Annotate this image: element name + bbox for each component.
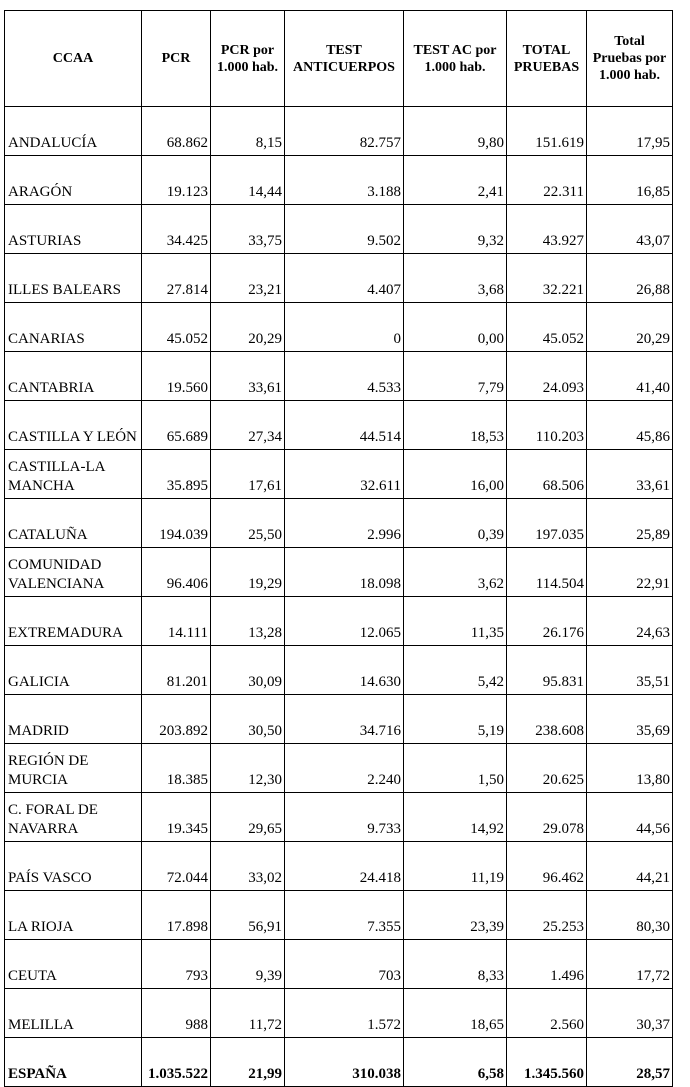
cell-antibody-per-1000: 14,92 xyxy=(404,793,507,842)
header-antibody-tests: TEST ANTICUERPOS xyxy=(285,11,404,107)
header-antibody-per-1000: TEST AC por 1.000 hab. xyxy=(404,11,507,107)
cell-antibody-per-1000: 9,80 xyxy=(404,107,507,156)
table-row xyxy=(5,450,673,499)
cell-pcr: 96.406 xyxy=(142,548,211,597)
header-pcr-per-1000: PCR por 1.000 hab. xyxy=(211,11,285,107)
table-row xyxy=(5,646,673,695)
table-row xyxy=(5,597,673,646)
cell-pcr-per-1000: 20,29 xyxy=(211,303,285,352)
cell-pcr: 72.044 xyxy=(142,842,211,891)
cell-total-per-1000: 17,95 xyxy=(587,107,673,156)
cell-total-tests: 32.221 xyxy=(507,254,587,303)
cell-total-per-1000: 35,69 xyxy=(587,695,673,744)
table-row xyxy=(5,793,673,842)
cell-antibody-per-1000: 8,33 xyxy=(404,940,507,989)
cell-total-per-1000: 44,56 xyxy=(587,793,673,842)
cell-pcr-per-1000: 9,39 xyxy=(211,940,285,989)
cell-total-per-1000: 80,30 xyxy=(587,891,673,940)
cell-antibody-tests: 4.533 xyxy=(285,352,404,401)
cell-antibody-per-1000: 2,41 xyxy=(404,156,507,205)
header-row xyxy=(5,11,673,107)
cell-antibody-tests: 7.355 xyxy=(285,891,404,940)
cell-antibody-tests: 18.098 xyxy=(285,548,404,597)
cell-antibody-per-1000: 5,19 xyxy=(404,695,507,744)
cell-pcr: 27.814 xyxy=(142,254,211,303)
cell-region-name: ASTURIAS xyxy=(5,205,142,254)
cell-pcr: 68.862 xyxy=(142,107,211,156)
cell-antibody-tests: 310.038 xyxy=(285,1038,404,1087)
cell-total-tests: 238.608 xyxy=(507,695,587,744)
cell-total-tests: 29.078 xyxy=(507,793,587,842)
header-total-tests: TOTAL PRUEBAS xyxy=(507,11,587,107)
cell-region-name: ILLES BALEARS xyxy=(5,254,142,303)
cell-antibody-per-1000: 11,19 xyxy=(404,842,507,891)
cell-region-name: COMUNIDAD VALENCIANA xyxy=(5,548,142,597)
cell-antibody-per-1000: 7,79 xyxy=(404,352,507,401)
cell-total-per-1000: 26,88 xyxy=(587,254,673,303)
cell-antibody-tests: 2.996 xyxy=(285,499,404,548)
cell-total-tests: 114.504 xyxy=(507,548,587,597)
table-row xyxy=(5,499,673,548)
cell-pcr: 14.111 xyxy=(142,597,211,646)
cell-pcr: 203.892 xyxy=(142,695,211,744)
cell-antibody-per-1000: 18,65 xyxy=(404,989,507,1038)
cell-total-per-1000: 45,86 xyxy=(587,401,673,450)
cell-antibody-per-1000: 6,58 xyxy=(404,1038,507,1087)
cell-antibody-per-1000: 18,53 xyxy=(404,401,507,450)
cell-pcr-per-1000: 33,02 xyxy=(211,842,285,891)
table-row xyxy=(5,744,673,793)
cell-total-per-1000: 22,91 xyxy=(587,548,673,597)
cell-total-per-1000: 41,40 xyxy=(587,352,673,401)
cell-pcr: 194.039 xyxy=(142,499,211,548)
cell-region-name: ANDALUCÍA xyxy=(5,107,142,156)
cell-pcr-per-1000: 33,61 xyxy=(211,352,285,401)
cell-total-per-1000: 30,37 xyxy=(587,989,673,1038)
cell-antibody-tests: 34.716 xyxy=(285,695,404,744)
cell-pcr: 34.425 xyxy=(142,205,211,254)
cell-antibody-per-1000: 11,35 xyxy=(404,597,507,646)
cell-antibody-per-1000: 5,42 xyxy=(404,646,507,695)
cell-region-name: CANARIAS xyxy=(5,303,142,352)
total-row xyxy=(5,1038,673,1087)
cell-region-name: ARAGÓN xyxy=(5,156,142,205)
cell-antibody-per-1000: 3,62 xyxy=(404,548,507,597)
cell-total-tests: 95.831 xyxy=(507,646,587,695)
cell-total-tests: 22.311 xyxy=(507,156,587,205)
header-total-per-1000: Total Pruebas por 1.000 hab. xyxy=(587,11,673,107)
cell-pcr: 1.035.522 xyxy=(142,1038,211,1087)
cell-antibody-tests: 9.502 xyxy=(285,205,404,254)
cell-total-tests: 1.496 xyxy=(507,940,587,989)
table-row xyxy=(5,940,673,989)
cell-antibody-tests: 14.630 xyxy=(285,646,404,695)
cell-antibody-per-1000: 0,00 xyxy=(404,303,507,352)
table-row xyxy=(5,891,673,940)
cell-pcr-per-1000: 19,29 xyxy=(211,548,285,597)
cell-region-name: REGIÓN DE MURCIA xyxy=(5,744,142,793)
cell-pcr-per-1000: 8,15 xyxy=(211,107,285,156)
cell-pcr: 45.052 xyxy=(142,303,211,352)
cell-antibody-tests: 24.418 xyxy=(285,842,404,891)
cell-pcr-per-1000: 11,72 xyxy=(211,989,285,1038)
header-pcr: PCR xyxy=(142,11,211,107)
cell-pcr-per-1000: 29,65 xyxy=(211,793,285,842)
cell-total-per-1000: 33,61 xyxy=(587,450,673,499)
cell-pcr-per-1000: 21,99 xyxy=(211,1038,285,1087)
table-row xyxy=(5,352,673,401)
cell-pcr-per-1000: 17,61 xyxy=(211,450,285,499)
cell-antibody-per-1000: 0,39 xyxy=(404,499,507,548)
cell-region-name: CANTABRIA xyxy=(5,352,142,401)
cell-region-name: EXTREMADURA xyxy=(5,597,142,646)
table-row xyxy=(5,107,673,156)
cell-total-per-1000: 17,72 xyxy=(587,940,673,989)
cell-antibody-per-1000: 3,68 xyxy=(404,254,507,303)
cell-total-tests: 20.625 xyxy=(507,744,587,793)
cell-total-tests: 197.035 xyxy=(507,499,587,548)
cell-total-per-1000: 44,21 xyxy=(587,842,673,891)
cell-pcr-per-1000: 30,50 xyxy=(211,695,285,744)
table-row xyxy=(5,303,673,352)
cell-region-name: C. FORAL DE NAVARRA xyxy=(5,793,142,842)
cell-antibody-tests: 3.188 xyxy=(285,156,404,205)
table-row xyxy=(5,842,673,891)
table-row xyxy=(5,254,673,303)
cell-pcr-per-1000: 23,21 xyxy=(211,254,285,303)
cell-pcr-per-1000: 13,28 xyxy=(211,597,285,646)
cell-region-name: PAÍS VASCO xyxy=(5,842,142,891)
cell-pcr: 35.895 xyxy=(142,450,211,499)
cell-antibody-tests: 2.240 xyxy=(285,744,404,793)
cell-total-tests: 45.052 xyxy=(507,303,587,352)
cell-pcr: 19.123 xyxy=(142,156,211,205)
cell-antibody-per-1000: 9,32 xyxy=(404,205,507,254)
cell-total-tests: 96.462 xyxy=(507,842,587,891)
cell-pcr-per-1000: 30,09 xyxy=(211,646,285,695)
table-row xyxy=(5,989,673,1038)
cell-region-name: ESPAÑA xyxy=(5,1038,142,1087)
cell-antibody-per-1000: 16,00 xyxy=(404,450,507,499)
table-row xyxy=(5,548,673,597)
table-row xyxy=(5,205,673,254)
cell-total-per-1000: 13,80 xyxy=(587,744,673,793)
cell-pcr-per-1000: 12,30 xyxy=(211,744,285,793)
cell-antibody-tests: 44.514 xyxy=(285,401,404,450)
cell-region-name: CASTILLA Y LEÓN xyxy=(5,401,142,450)
cell-pcr-per-1000: 33,75 xyxy=(211,205,285,254)
cell-pcr: 988 xyxy=(142,989,211,1038)
cell-region-name: CEUTA xyxy=(5,940,142,989)
cell-antibody-tests: 703 xyxy=(285,940,404,989)
cell-total-tests: 24.093 xyxy=(507,352,587,401)
header-ccaa: CCAA xyxy=(5,11,142,107)
table-row xyxy=(5,695,673,744)
cell-total-tests: 2.560 xyxy=(507,989,587,1038)
cell-region-name: MADRID xyxy=(5,695,142,744)
cell-antibody-tests: 1.572 xyxy=(285,989,404,1038)
cell-pcr-per-1000: 27,34 xyxy=(211,401,285,450)
cell-pcr: 81.201 xyxy=(142,646,211,695)
tests-by-region-table xyxy=(4,10,673,1087)
cell-antibody-tests: 4.407 xyxy=(285,254,404,303)
cell-pcr-per-1000: 25,50 xyxy=(211,499,285,548)
cell-total-tests: 151.619 xyxy=(507,107,587,156)
cell-region-name: CATALUÑA xyxy=(5,499,142,548)
cell-region-name: CASTILLA-LA MANCHA xyxy=(5,450,142,499)
cell-total-per-1000: 35,51 xyxy=(587,646,673,695)
cell-total-tests: 68.506 xyxy=(507,450,587,499)
cell-antibody-tests: 12.065 xyxy=(285,597,404,646)
cell-antibody-tests: 0 xyxy=(285,303,404,352)
cell-total-tests: 43.927 xyxy=(507,205,587,254)
cell-antibody-tests: 32.611 xyxy=(285,450,404,499)
table-row xyxy=(5,156,673,205)
cell-total-tests: 110.203 xyxy=(507,401,587,450)
cell-pcr: 18.385 xyxy=(142,744,211,793)
cell-total-per-1000: 16,85 xyxy=(587,156,673,205)
cell-pcr: 65.689 xyxy=(142,401,211,450)
cell-total-tests: 26.176 xyxy=(507,597,587,646)
cell-region-name: LA RIOJA xyxy=(5,891,142,940)
cell-total-per-1000: 25,89 xyxy=(587,499,673,548)
cell-antibody-tests: 9.733 xyxy=(285,793,404,842)
cell-pcr: 19.345 xyxy=(142,793,211,842)
cell-pcr-per-1000: 14,44 xyxy=(211,156,285,205)
cell-region-name: MELILLA xyxy=(5,989,142,1038)
cell-pcr: 793 xyxy=(142,940,211,989)
cell-total-per-1000: 43,07 xyxy=(587,205,673,254)
cell-antibody-tests: 82.757 xyxy=(285,107,404,156)
cell-pcr-per-1000: 56,91 xyxy=(211,891,285,940)
table-row xyxy=(5,401,673,450)
cell-total-per-1000: 24,63 xyxy=(587,597,673,646)
cell-total-tests: 25.253 xyxy=(507,891,587,940)
cell-region-name: GALICIA xyxy=(5,646,142,695)
cell-antibody-per-1000: 1,50 xyxy=(404,744,507,793)
cell-total-per-1000: 20,29 xyxy=(587,303,673,352)
cell-total-per-1000: 28,57 xyxy=(587,1038,673,1087)
cell-antibody-per-1000: 23,39 xyxy=(404,891,507,940)
cell-total-tests: 1.345.560 xyxy=(507,1038,587,1087)
cell-pcr: 17.898 xyxy=(142,891,211,940)
cell-pcr: 19.560 xyxy=(142,352,211,401)
